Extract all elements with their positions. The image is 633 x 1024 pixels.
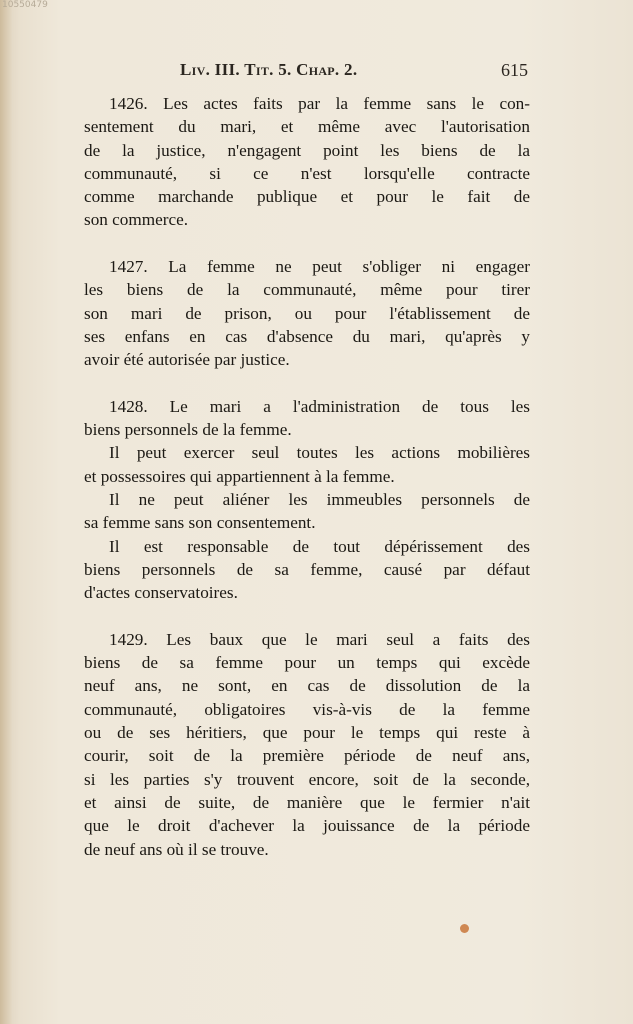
text-line: comme marchande publique et pour le fait de bbox=[84, 187, 530, 207]
ink-blot bbox=[460, 924, 469, 933]
text-line: biens personnels de la femme. bbox=[84, 420, 292, 440]
text-line: et ainsi de suite, de manière que le fermier n'ait bbox=[84, 792, 530, 812]
article-1429 bbox=[84, 628, 530, 861]
text-line: sentement du mari, et même avec l'autorisation bbox=[84, 117, 530, 137]
text-line: son mari de prison, ou pour l'établissement de bbox=[84, 303, 530, 323]
body-text bbox=[84, 92, 530, 861]
text-line: d'actes conservatoires. bbox=[84, 583, 238, 603]
text-line: courir, soit de la première période de neuf ans, bbox=[84, 746, 530, 766]
text-line: ou de ses héritiers, que pour le temps qui reste à bbox=[84, 723, 530, 743]
page-number: 615 bbox=[501, 60, 528, 80]
text-line: que le droit d'achever la jouissance de la période bbox=[84, 816, 530, 836]
page-binding-edge bbox=[0, 0, 12, 1024]
text-line: son commerce. bbox=[84, 210, 189, 230]
text-line: Il peut exercer seul toutes les actions mobilières bbox=[109, 443, 530, 463]
text-line: avoir été autorisée par justice. bbox=[84, 350, 290, 370]
running-head-title: Liv. III. Tit. 5. Chap. 2. bbox=[180, 60, 358, 79]
text-line: biens personnels de sa femme, causé par défaut bbox=[84, 559, 530, 579]
text-line: et possessoires qui appartiennent à la femme. bbox=[84, 466, 395, 486]
text-line: biens de sa femme pour un temps qui excède bbox=[84, 653, 530, 673]
text-line: sa femme sans son consentement. bbox=[84, 513, 316, 533]
article-1426 bbox=[84, 92, 530, 232]
article-1428 bbox=[84, 395, 530, 605]
article-1427 bbox=[84, 255, 530, 371]
text-line: 1429. Les baux que le mari seul a faits des bbox=[109, 629, 530, 649]
running-head bbox=[180, 60, 528, 84]
text-line: Il ne peut aliéner les immeubles personnels de bbox=[109, 490, 530, 510]
text-line: 1427. La femme ne peut s'obliger ni engager bbox=[109, 257, 530, 277]
scan-identifier: 10550479 bbox=[2, 0, 48, 10]
text-line: de la justice, n'engagent point les biens de la bbox=[84, 140, 530, 160]
text-line: neuf ans, ne sont, en cas de dissolution de la bbox=[84, 676, 530, 696]
text-line: les biens de la communauté, même pour tirer bbox=[84, 280, 530, 300]
text-line: Il est responsable de tout dépérissement des bbox=[109, 536, 530, 556]
text-line: 1426. Les actes faits par la femme sans le con- bbox=[109, 94, 530, 113]
text-line: si les parties s'y trouvent encore, soit de la seconde, bbox=[84, 769, 530, 789]
text-line: 1428. Le mari a l'administration de tous les bbox=[109, 396, 530, 416]
text-line: communauté, obligatoires vis-à-vis de la femme bbox=[84, 699, 530, 719]
text-line: communauté, si ce n'est lorsqu'elle contracte bbox=[84, 163, 530, 183]
text-line: de neuf ans où il se trouve. bbox=[84, 839, 269, 859]
text-line: ses enfans en cas d'absence du mari, qu'après y bbox=[84, 326, 530, 346]
